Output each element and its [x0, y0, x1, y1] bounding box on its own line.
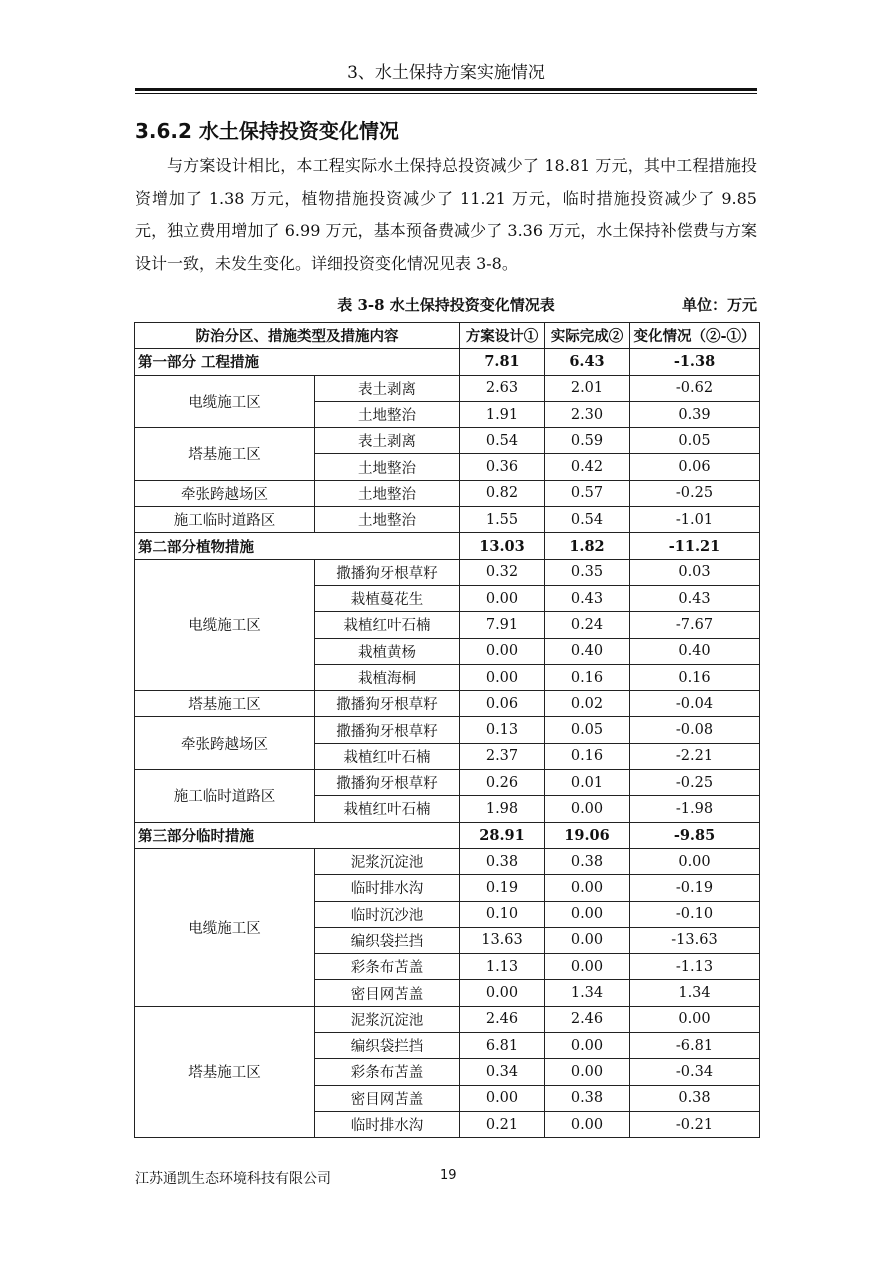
table-row	[135, 691, 760, 717]
measure-cell: 栽植蔓花生	[315, 585, 460, 611]
change-cell: 0.39	[630, 401, 760, 427]
header-cell-change: 变化情况（②-①）	[630, 323, 760, 349]
actual-cell: 0.35	[545, 559, 630, 585]
measure-cell: 彩条布苫盖	[315, 1059, 460, 1085]
header-cell-actual: 实际完成②	[545, 323, 630, 349]
table-row	[135, 428, 760, 454]
design-cell: 1.98	[460, 796, 545, 822]
actual-cell: 0.16	[545, 664, 630, 690]
change-cell: -0.19	[630, 875, 760, 901]
table-row	[135, 480, 760, 506]
table-caption	[135, 294, 757, 316]
change-cell: 1.34	[630, 980, 760, 1006]
table-row	[135, 770, 760, 796]
measure-cell: 编织袋拦挡	[315, 927, 460, 953]
investment-table	[134, 322, 760, 1138]
section-title: 3.6.2 水土保持投资变化情况	[135, 119, 399, 143]
design-cell: 0.21	[460, 1111, 545, 1137]
actual-cell: 0.02	[545, 691, 630, 717]
actual-cell: 2.46	[545, 1006, 630, 1032]
actual-cell: 2.30	[545, 401, 630, 427]
actual-cell: 0.00	[545, 875, 630, 901]
zone-cell: 电缆施工区	[135, 375, 315, 428]
change-cell: 0.06	[630, 454, 760, 480]
design-cell: 1.13	[460, 954, 545, 980]
measure-cell: 撒播狗牙根草籽	[315, 559, 460, 585]
table-row	[135, 848, 760, 874]
actual-cell: 0.54	[545, 507, 630, 533]
measure-cell: 泥浆沉淀池	[315, 848, 460, 874]
change-cell: -0.08	[630, 717, 760, 743]
header-rule-thin	[135, 93, 757, 94]
actual-cell: 0.43	[545, 585, 630, 611]
measure-cell: 撒播狗牙根草籽	[315, 717, 460, 743]
change-cell: -7.67	[630, 612, 760, 638]
actual-cell: 1.34	[545, 980, 630, 1006]
measure-cell: 栽植黄杨	[315, 638, 460, 664]
design-cell: 0.13	[460, 717, 545, 743]
zone-cell: 施工临时道路区	[135, 507, 315, 533]
design-cell: 0.00	[460, 664, 545, 690]
change-cell: -6.81	[630, 1033, 760, 1059]
measure-cell: 临时排水沟	[315, 875, 460, 901]
design-cell: 0.26	[460, 770, 545, 796]
measure-cell: 临时沉沙池	[315, 901, 460, 927]
measure-cell: 泥浆沉淀池	[315, 1006, 460, 1032]
table-caption-title: 表 3-8 水土保持投资变化情况表	[337, 296, 555, 314]
zone-cell: 塔基施工区	[135, 691, 315, 717]
body-paragraph: 与方案设计相比，本工程实际水土保持总投资减少了 18.81 万元，其中工程措施投资增加了 1.38 万元，植物措施投资减少了 11.21 万元，临时措施投资减少了 9.85 元，独立费用增加了 6.99 万元，基本预备费减少了 3.36 万元，水土保持补偿费与方案设计一致，未发生变化。详细投资变化情况见表 3-8。	[135, 156, 757, 273]
zone-cell: 塔基施工区	[135, 1006, 315, 1137]
part-name-cell: 第三部分临时措施	[135, 822, 460, 848]
measure-cell: 栽植红叶石楠	[315, 612, 460, 638]
design-cell: 0.34	[460, 1059, 545, 1085]
part-design-cell: 28.91	[460, 822, 545, 848]
actual-cell: 0.00	[545, 954, 630, 980]
part-change-cell: -9.85	[630, 822, 760, 848]
footer-company: 江苏通凯生态环境科技有限公司	[135, 1171, 331, 1187]
part-design-cell: 7.81	[460, 349, 545, 375]
actual-cell: 0.00	[545, 901, 630, 927]
measure-cell: 临时排水沟	[315, 1111, 460, 1137]
change-cell: 0.40	[630, 638, 760, 664]
change-cell: -1.13	[630, 954, 760, 980]
part-name-cell: 第二部分植物措施	[135, 533, 460, 559]
change-cell: 0.38	[630, 1085, 760, 1111]
design-cell: 0.00	[460, 980, 545, 1006]
header-cell-category: 防治分区、措施类型及措施内容	[135, 323, 460, 349]
design-cell: 0.36	[460, 454, 545, 480]
design-cell: 13.63	[460, 927, 545, 953]
design-cell: 1.91	[460, 401, 545, 427]
part-design-cell: 13.03	[460, 533, 545, 559]
change-cell: -0.62	[630, 375, 760, 401]
zone-cell: 牵张跨越场区	[135, 717, 315, 770]
table-row	[135, 507, 760, 533]
measure-cell: 土地整治	[315, 507, 460, 533]
table-header-row	[135, 323, 760, 349]
measure-cell: 密目网苫盖	[315, 980, 460, 1006]
part-actual-cell: 1.82	[545, 533, 630, 559]
change-cell: 0.00	[630, 1006, 760, 1032]
table-part-row	[135, 822, 760, 848]
measure-cell: 栽植海桐	[315, 664, 460, 690]
measure-cell: 土地整治	[315, 480, 460, 506]
design-cell: 2.46	[460, 1006, 545, 1032]
change-cell: 0.16	[630, 664, 760, 690]
design-cell: 0.19	[460, 875, 545, 901]
actual-cell: 2.01	[545, 375, 630, 401]
part-actual-cell: 6.43	[545, 349, 630, 375]
design-cell: 7.91	[460, 612, 545, 638]
table-row	[135, 717, 760, 743]
change-cell: -0.25	[630, 770, 760, 796]
zone-cell: 塔基施工区	[135, 428, 315, 481]
design-cell: 2.37	[460, 743, 545, 769]
zone-cell: 电缆施工区	[135, 559, 315, 690]
header-cell-design: 方案设计①	[460, 323, 545, 349]
actual-cell: 0.38	[545, 848, 630, 874]
table-row	[135, 375, 760, 401]
change-cell: 0.43	[630, 585, 760, 611]
measure-cell: 土地整治	[315, 401, 460, 427]
actual-cell: 0.40	[545, 638, 630, 664]
change-cell: -1.98	[630, 796, 760, 822]
design-cell: 0.00	[460, 585, 545, 611]
part-actual-cell: 19.06	[545, 822, 630, 848]
change-cell: -2.21	[630, 743, 760, 769]
measure-cell: 栽植红叶石楠	[315, 743, 460, 769]
design-cell: 1.55	[460, 507, 545, 533]
change-cell: -13.63	[630, 927, 760, 953]
actual-cell: 0.00	[545, 1033, 630, 1059]
change-cell: -0.25	[630, 480, 760, 506]
page-number: 19	[440, 1168, 457, 1183]
measure-cell: 表土剥离	[315, 375, 460, 401]
measure-cell: 编织袋拦挡	[315, 1033, 460, 1059]
change-cell: -0.10	[630, 901, 760, 927]
design-cell: 0.10	[460, 901, 545, 927]
change-cell: -1.01	[630, 507, 760, 533]
design-cell: 0.38	[460, 848, 545, 874]
table-unit: 单位：万元	[681, 296, 757, 314]
measure-cell: 彩条布苫盖	[315, 954, 460, 980]
actual-cell: 0.57	[545, 480, 630, 506]
actual-cell: 0.00	[545, 1111, 630, 1137]
measure-cell: 密目网苫盖	[315, 1085, 460, 1111]
part-name-cell: 第一部分 工程措施	[135, 349, 460, 375]
design-cell: 0.00	[460, 638, 545, 664]
measure-cell: 撒播狗牙根草籽	[315, 691, 460, 717]
actual-cell: 0.38	[545, 1085, 630, 1111]
part-change-cell: -1.38	[630, 349, 760, 375]
actual-cell: 0.16	[545, 743, 630, 769]
zone-cell: 牵张跨越场区	[135, 480, 315, 506]
design-cell: 0.06	[460, 691, 545, 717]
measure-cell: 撒播狗牙根草籽	[315, 770, 460, 796]
actual-cell: 0.42	[545, 454, 630, 480]
measure-cell: 土地整治	[315, 454, 460, 480]
measure-cell: 栽植红叶石楠	[315, 796, 460, 822]
design-cell: 0.82	[460, 480, 545, 506]
zone-cell: 施工临时道路区	[135, 770, 315, 823]
actual-cell: 0.00	[545, 1059, 630, 1085]
design-cell: 2.63	[460, 375, 545, 401]
actual-cell: 0.01	[545, 770, 630, 796]
table-body	[135, 349, 760, 1138]
design-cell: 0.54	[460, 428, 545, 454]
table-row	[135, 1006, 760, 1032]
table-row	[135, 559, 760, 585]
change-cell: 0.03	[630, 559, 760, 585]
change-cell: 0.05	[630, 428, 760, 454]
actual-cell: 0.05	[545, 717, 630, 743]
header-rule-thick	[135, 88, 757, 91]
change-cell: 0.00	[630, 848, 760, 874]
actual-cell: 0.00	[545, 927, 630, 953]
measure-cell: 表土剥离	[315, 428, 460, 454]
design-cell: 0.32	[460, 559, 545, 585]
change-cell: -0.21	[630, 1111, 760, 1137]
table-part-row	[135, 349, 760, 375]
table-part-row	[135, 533, 760, 559]
change-cell: -0.34	[630, 1059, 760, 1085]
actual-cell: 0.24	[545, 612, 630, 638]
part-change-cell: -11.21	[630, 533, 760, 559]
actual-cell: 0.00	[545, 796, 630, 822]
design-cell: 0.00	[460, 1085, 545, 1111]
design-cell: 6.81	[460, 1033, 545, 1059]
change-cell: -0.04	[630, 691, 760, 717]
zone-cell: 电缆施工区	[135, 848, 315, 1006]
page-header: 3、水土保持方案实施情况	[347, 63, 545, 83]
actual-cell: 0.59	[545, 428, 630, 454]
